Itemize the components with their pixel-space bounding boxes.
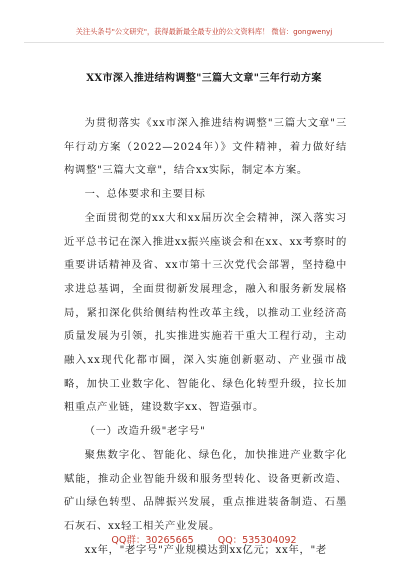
intro-paragraph: 为贯彻落实《xx市深入推进结构调整"三篇大文章"三年行动方案（2022—2024年）》文件精神，着力做好结构调整"三篇大文章"，结合xx实际，制定本方案。	[64, 117, 347, 177]
qq-group-text: QQ群：30265665	[111, 535, 194, 546]
promo-header	[0, 0, 408, 46]
promo-text: 关注头条号"公文研究"，获得最新最全最专业的公文资料库！ 微信：gongwenyj	[75, 27, 333, 36]
section-heading: 一、总体要求和主要目标	[84, 188, 206, 201]
document-body	[64, 112, 347, 562]
document-title: XX市深入推进结构调整"三篇大文章"三年行动方案	[86, 73, 322, 84]
subsection-heading: （一）改造升级"老字号"	[84, 425, 206, 438]
body-paragraph: 全面贯彻党的xx大和xx届历次全会精神，深入落实习近平总书记在深入推进xx振兴座谈会和在xx、xx考察时的重要讲话精神及省、xx市第十三次党代会部署，坚持稳中求进总基调，全面贯彻新发展理念，融入和服务新发展格局，紧扣深化供给侧结构性改革主线，以推动工业经济高质量发展为引领，扎实推进实施若干重大工程行动，主动融入xx现代化都市圈，深入实施创新驱动、产业强市战略，加快工业数字化、智能化、绿色化转型升级，拉长加粗重点产业链，建设数字xx、智造强市。	[64, 211, 347, 414]
qq-contact-text: QQ：535304092	[217, 535, 297, 546]
body-paragraph: 聚焦数字化、智能化、绿色化，加快推进产业数字化赋能，推动企业智能升级和服务型转化、设备更新改造、矿山绿色转型、品牌振兴发展，重点推进装备制造、石墨石灰石、xx轻工相关产业发展。	[64, 448, 347, 532]
contact-footer	[0, 532, 408, 546]
header-divider	[24, 42, 384, 43]
body-paragraph: xx年，"老字号"产业规模达到xx亿元；xx年，"老	[84, 543, 327, 556]
